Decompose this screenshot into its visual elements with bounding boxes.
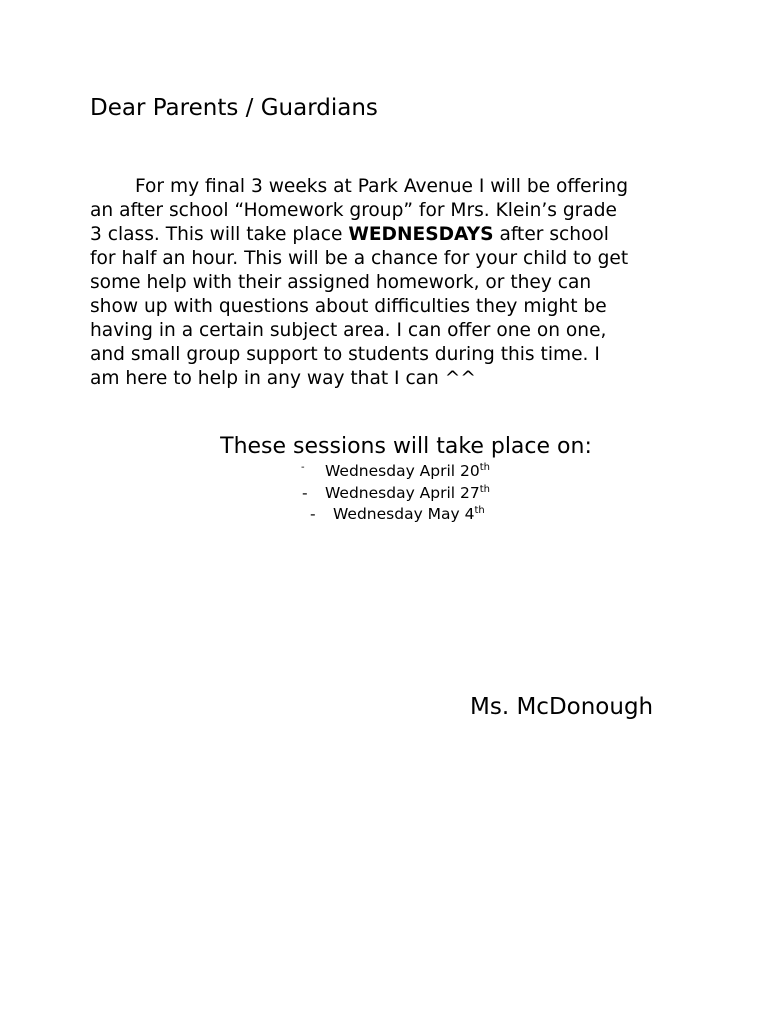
session-date bbox=[333, 503, 485, 525]
paragraph-line: some help with their assigned homework, or they can bbox=[90, 272, 592, 293]
salutation: Dear Parents / Guardians bbox=[90, 95, 378, 121]
ordinal-suffix: th bbox=[474, 505, 485, 516]
paragraph-line: show up with questions about difficulties they might be bbox=[90, 296, 607, 317]
paragraph-line bbox=[90, 223, 680, 247]
paragraph-line: an after school “Homework group” for Mrs. Klein’s grade bbox=[90, 200, 617, 221]
ordinal-suffix: th bbox=[479, 484, 491, 495]
paragraph-text: 3 class. This will take place bbox=[90, 224, 349, 245]
paragraph-line: and small group support to students during this time. I bbox=[90, 344, 600, 365]
paragraph-text: For my final 3 weeks at Park Avenue I will be offering bbox=[135, 176, 629, 197]
sessions-heading: These sessions will take place on: bbox=[220, 434, 592, 459]
ordinal-suffix: th bbox=[479, 462, 491, 473]
signature: Ms. McDonough bbox=[470, 694, 654, 720]
body-paragraph bbox=[90, 175, 680, 391]
session-bullet: - bbox=[302, 484, 308, 502]
session-date-text: Wednesday April 27 bbox=[325, 484, 480, 502]
session-date bbox=[325, 460, 490, 482]
paragraph-line: having in a certain subject area. I can offer one on one, bbox=[90, 320, 607, 341]
session-date-text: Wednesday May 4 bbox=[333, 505, 475, 523]
session-date-text: Wednesday April 20 bbox=[325, 462, 480, 480]
emphasis-wednesdays: WEDNESDAYS bbox=[348, 224, 494, 245]
session-date bbox=[325, 482, 490, 504]
paragraph-line: for half an hour. This will be a chance for your child to get bbox=[90, 248, 629, 269]
paragraph-line: am here to help in any way that I can ^^ bbox=[90, 368, 476, 389]
session-bullet: - bbox=[310, 505, 316, 523]
paragraph-line bbox=[90, 175, 680, 199]
paragraph-text: after school bbox=[493, 224, 609, 245]
session-bullet: - bbox=[301, 462, 305, 473]
